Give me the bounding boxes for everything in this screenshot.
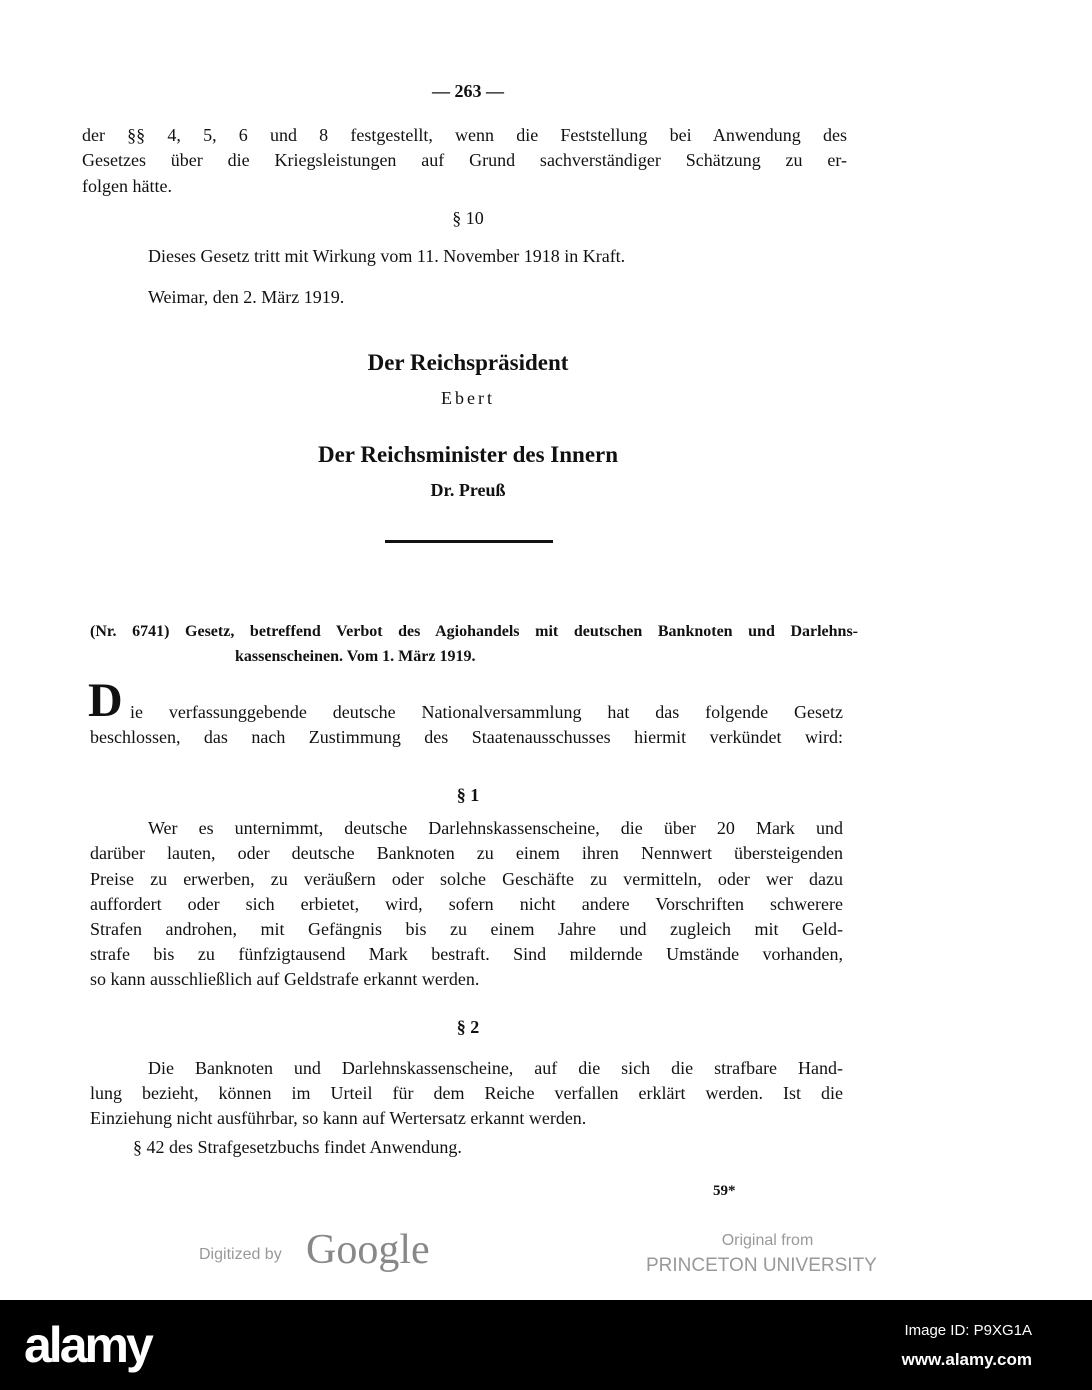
text-line: Dieses Gesetz tritt mit Wirkung vom 11. November 1918 in Kraft. [148, 246, 626, 266]
original-source: PRINCETON UNIVERSITY [646, 1255, 877, 1276]
signature-mark: 59* [713, 1183, 736, 1199]
google-logo: Google [306, 1227, 430, 1273]
text-line: lung bezieht, können im Urteil für dem Reiche verfallen erklärt werden. Ist die [90, 1083, 843, 1103]
text-line: Die Banknoten und Darlehnskassenscheine, auf die sich die strafbare Hand- [148, 1058, 843, 1078]
law-header: kassenscheinen. Vom 1. März 1919. [235, 648, 476, 665]
text-line: so kann ausschließlich auf Geldstrafe erkannt werden. [90, 969, 480, 989]
original-label: Original from [721, 1232, 814, 1249]
text-line: Preise zu erwerben, zu veräußern oder solche Geschäfte zu vermitteln, oder wer dazu [90, 869, 843, 889]
signature-name: Dr. Preuß [430, 480, 506, 500]
text-line: Gesetzes über die Kriegsleistungen auf Grund sachverständiger Schätzung zu er- [82, 150, 847, 170]
signature-name: Ebert [441, 388, 495, 408]
digitized-label: Digitized by [199, 1246, 282, 1263]
text-line: folgen hätte. [82, 176, 172, 196]
page-number: — 263 — [432, 81, 504, 101]
text-line: der §§ 4, 5, 6 und 8 festgestellt, wenn die Feststellung bei Anwendung des [82, 125, 847, 145]
section-heading-1: § 1 [456, 785, 480, 805]
text-line: ie verfassunggebende deutsche Nationalversammlung hat das folgende Gesetz [130, 702, 843, 722]
place-date: Weimar, den 2. März 1919. [148, 287, 345, 307]
text-line: Einziehung nicht ausführbar, so kann auf Wertersatz erkannt werden. [90, 1108, 587, 1128]
section-heading-10: § 10 [452, 208, 484, 228]
drop-cap: D [88, 674, 123, 727]
text-line: Wer es unternimmt, deutsche Darlehnskassenscheine, die über 20 Mark und [148, 818, 843, 838]
text-line: beschlossen, das nach Zustimmung des Staatenausschusses hiermit verkündet wird: [90, 727, 843, 747]
site-link[interactable]: www.alamy.com [901, 1350, 1032, 1369]
signature-title: Der Reichspräsident [367, 350, 569, 375]
image-id: Image ID: P9XG1A [904, 1322, 1032, 1339]
alamy-logo: alamy [24, 1317, 151, 1373]
alamy-footer [0, 1300, 1092, 1390]
section-heading-2: § 2 [456, 1017, 480, 1037]
signature-title: Der Reichsminister des Innern [317, 442, 619, 467]
text-line: auffordert oder sich erbietet, wird, sofern nicht andere Vorschriften schwerere [90, 894, 843, 914]
divider [385, 540, 553, 543]
text-line: § 42 des Strafgesetzbuchs findet Anwendung. [133, 1137, 462, 1157]
law-header: (Nr. 6741) Gesetz, betreffend Verbot des Agiohandels mit deutschen Banknoten und Darlehns- [90, 623, 858, 640]
text-line: Strafen androhen, mit Gefängnis bis zu einem Jahre und zugleich mit Geld- [90, 919, 843, 939]
text-line: strafe bis zu fünfzigtausend Mark bestraft. Sind mildernde Umstände vorhanden, [90, 944, 843, 964]
text-line: darüber lauten, oder deutsche Banknoten zu einem ihren Nennwert übersteigenden [90, 843, 843, 863]
